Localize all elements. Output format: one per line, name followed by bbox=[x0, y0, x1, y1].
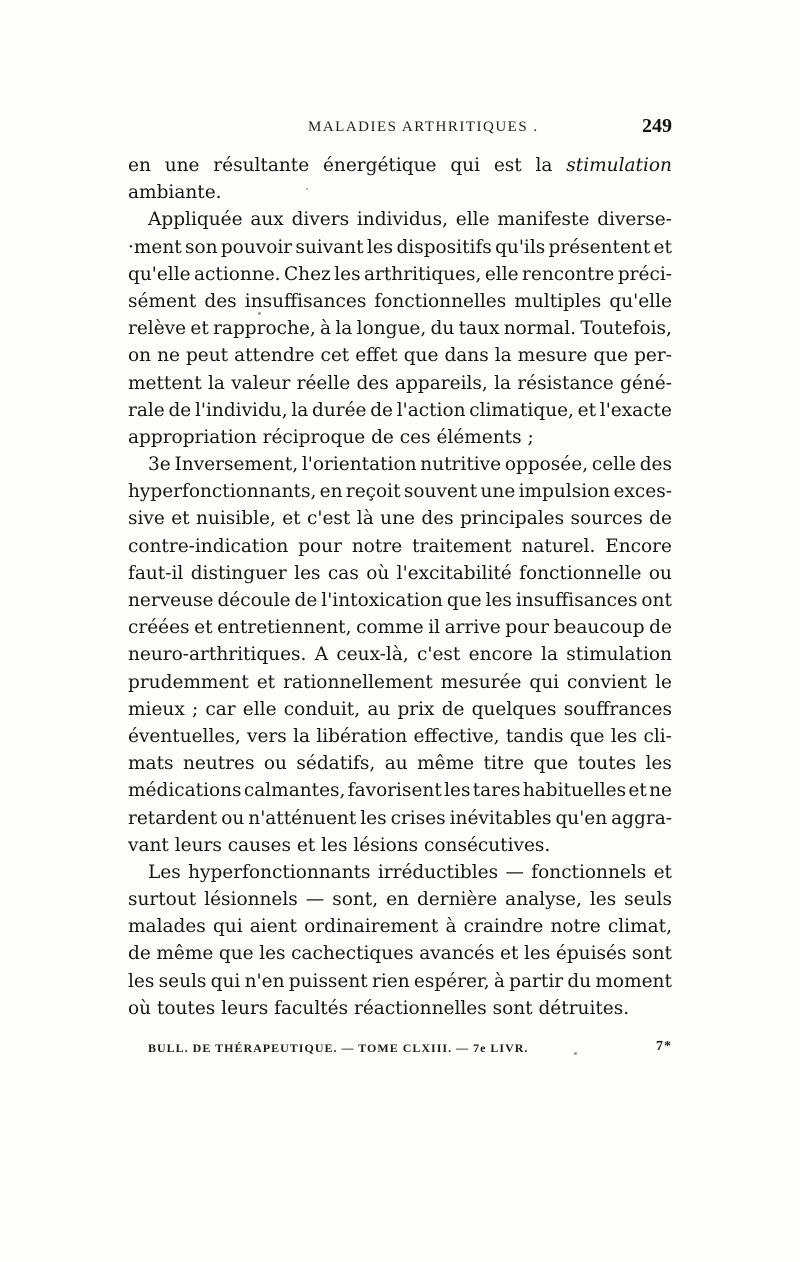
word: et bbox=[628, 780, 647, 802]
word: qu'en bbox=[555, 807, 608, 829]
word: encore bbox=[468, 644, 533, 666]
word: Appliquée bbox=[148, 209, 243, 231]
word: seuls bbox=[158, 970, 207, 992]
word: ordinairement bbox=[304, 916, 439, 938]
word: qui bbox=[450, 155, 480, 176]
word: réelle bbox=[296, 372, 351, 394]
word: éventuelles, bbox=[128, 725, 241, 747]
italic-word: stimulation bbox=[566, 155, 672, 176]
word: titre bbox=[483, 753, 525, 775]
word: aggra- bbox=[611, 807, 672, 829]
word: une bbox=[480, 481, 516, 503]
word: la bbox=[291, 399, 309, 421]
word: que bbox=[446, 590, 482, 611]
word: une bbox=[164, 155, 200, 176]
word: mesure bbox=[517, 345, 588, 367]
word: dernière bbox=[416, 889, 498, 911]
word: cli- bbox=[643, 725, 672, 747]
word: principales bbox=[460, 508, 565, 530]
word: et bbox=[171, 508, 190, 530]
word: sément bbox=[128, 290, 197, 312]
word: de bbox=[168, 399, 192, 421]
word: en bbox=[128, 155, 151, 176]
word: Chez bbox=[284, 263, 331, 285]
word: géné- bbox=[620, 372, 672, 394]
word: et bbox=[577, 399, 597, 421]
word: qu'elle bbox=[128, 263, 191, 285]
word: les bbox=[334, 263, 361, 285]
word: tares bbox=[472, 780, 521, 802]
word: relève bbox=[128, 318, 187, 340]
word: analyse, bbox=[505, 889, 582, 911]
word: que bbox=[569, 725, 605, 747]
word: n'en bbox=[244, 970, 285, 992]
word: de bbox=[370, 399, 393, 421]
scan-speck bbox=[574, 1052, 577, 1055]
word: irréductibles bbox=[377, 861, 499, 883]
word: cachectiques bbox=[291, 943, 414, 965]
word: en bbox=[386, 889, 409, 911]
word: qui bbox=[212, 916, 243, 938]
text-line bbox=[128, 587, 672, 614]
word: valeur bbox=[231, 372, 291, 394]
text-run: vant leurs causes et les lésions consécutives. bbox=[128, 834, 551, 856]
word: même bbox=[417, 753, 475, 775]
word: arthritiques, bbox=[364, 263, 482, 285]
word: les bbox=[366, 236, 394, 258]
text-line bbox=[128, 886, 672, 913]
word: les bbox=[128, 970, 155, 992]
word: son bbox=[185, 236, 218, 258]
word: la bbox=[207, 372, 225, 394]
text-line bbox=[128, 995, 672, 1022]
text-line bbox=[128, 777, 672, 804]
word: calmantes, bbox=[243, 780, 346, 802]
text-line bbox=[128, 560, 672, 587]
word: conduit, bbox=[283, 698, 361, 720]
word: Inversement, bbox=[174, 454, 299, 476]
word: énergétique bbox=[322, 155, 437, 176]
footer-citation: BULL. DE THÉRAPEUTIQUE. — TOME CLXIII. — 7e LIVR. bbox=[148, 1041, 529, 1055]
word: c'est bbox=[417, 644, 461, 666]
word: crises bbox=[390, 807, 446, 829]
word: la bbox=[535, 155, 553, 176]
word: qui bbox=[529, 671, 560, 693]
word: hyperfonctionnants bbox=[188, 861, 371, 883]
word: traitement bbox=[412, 535, 512, 557]
word: et bbox=[256, 671, 276, 693]
word: retardent bbox=[128, 807, 218, 829]
word: ; bbox=[191, 698, 199, 720]
word: une bbox=[380, 508, 415, 530]
word: du bbox=[567, 970, 592, 992]
text-run: appropriation réciproque de ces éléments ; bbox=[128, 426, 534, 448]
word: préci- bbox=[617, 263, 672, 285]
word: per- bbox=[634, 345, 672, 367]
word: à bbox=[320, 318, 332, 340]
page-number: 249 bbox=[642, 115, 672, 137]
word: la bbox=[494, 345, 512, 367]
scan-speck bbox=[306, 188, 308, 190]
word: avancés bbox=[419, 943, 495, 965]
word: car bbox=[205, 698, 236, 720]
word: sive bbox=[128, 508, 165, 530]
body-text bbox=[128, 152, 672, 1022]
word: toutes bbox=[577, 753, 637, 775]
word: nerveuse bbox=[128, 590, 214, 611]
word: l'individu, bbox=[194, 399, 288, 421]
word: de bbox=[649, 508, 672, 530]
word: sont bbox=[632, 943, 672, 965]
word: la bbox=[541, 644, 558, 666]
word: présentent bbox=[548, 236, 651, 258]
word: effective, bbox=[413, 725, 500, 747]
word: ·ment bbox=[128, 236, 182, 258]
word: elle bbox=[484, 263, 519, 285]
word: ou bbox=[648, 562, 672, 584]
text-line bbox=[128, 669, 672, 696]
word: sédatifs, bbox=[296, 753, 376, 775]
text-line bbox=[128, 261, 672, 288]
word: appareils, bbox=[395, 372, 488, 394]
word: convient bbox=[567, 671, 648, 693]
word: c'est bbox=[307, 508, 351, 530]
word: les bbox=[589, 889, 617, 911]
word: — bbox=[505, 861, 524, 883]
word: l'exacte bbox=[599, 399, 672, 421]
text-run: ambiante. bbox=[128, 182, 222, 204]
word: à bbox=[445, 916, 457, 938]
running-head bbox=[128, 115, 672, 143]
word: les bbox=[645, 753, 672, 775]
text-line bbox=[128, 750, 672, 777]
text-line bbox=[128, 152, 672, 179]
word: exces- bbox=[613, 481, 672, 503]
word: est bbox=[493, 155, 522, 176]
word: hyperfonctionnants, bbox=[128, 481, 317, 503]
text-line bbox=[128, 206, 672, 233]
word: de bbox=[128, 943, 151, 965]
text-line bbox=[128, 641, 672, 668]
word: souffrances bbox=[563, 698, 672, 720]
word: dispositifs bbox=[396, 236, 492, 258]
word: que bbox=[533, 753, 569, 775]
word: quelques bbox=[471, 698, 557, 720]
word: suivant bbox=[295, 236, 364, 258]
word: les bbox=[485, 590, 512, 611]
word: normal. bbox=[503, 318, 576, 340]
text-line bbox=[128, 179, 672, 206]
word: n'atténuent bbox=[248, 807, 357, 829]
word: les bbox=[610, 725, 638, 747]
text-line bbox=[128, 859, 672, 886]
word: diverse- bbox=[597, 209, 672, 231]
word: des bbox=[204, 290, 237, 312]
word: stimulation bbox=[566, 644, 672, 666]
word: distinguer bbox=[190, 562, 287, 584]
word: à bbox=[493, 970, 505, 992]
word: que bbox=[403, 345, 439, 367]
word: au bbox=[367, 698, 391, 720]
word: au bbox=[384, 753, 408, 775]
word: que bbox=[218, 943, 254, 965]
word: taux bbox=[458, 318, 500, 340]
word: et bbox=[190, 318, 209, 340]
word: médications bbox=[128, 780, 242, 802]
word: souvent bbox=[403, 481, 478, 503]
word: naturel. bbox=[521, 535, 596, 557]
word: découle bbox=[217, 590, 291, 611]
word: dans bbox=[444, 345, 489, 367]
word: ou bbox=[221, 807, 245, 829]
text-line bbox=[128, 478, 672, 505]
word: elle bbox=[242, 698, 277, 720]
text-line bbox=[128, 968, 672, 995]
word: des bbox=[421, 508, 454, 530]
word: neutres bbox=[182, 753, 255, 775]
word: Les bbox=[148, 861, 181, 883]
word: mieux bbox=[128, 698, 185, 720]
word: durée bbox=[311, 399, 367, 421]
word: nuisible, bbox=[196, 508, 276, 530]
word: mettent bbox=[128, 372, 202, 394]
word: faut-il bbox=[128, 562, 184, 584]
word: craindre bbox=[463, 916, 544, 938]
word: créées bbox=[128, 617, 190, 639]
word: longue, bbox=[356, 318, 427, 340]
word: insuffisances bbox=[244, 290, 367, 312]
word: malades bbox=[128, 916, 206, 938]
word: rationnellement bbox=[283, 671, 433, 693]
word: cet bbox=[320, 345, 350, 367]
word: manifeste bbox=[497, 209, 590, 231]
word: Encore bbox=[605, 535, 672, 557]
word: habituelles bbox=[522, 780, 627, 802]
word: l'excitabilité bbox=[396, 562, 512, 584]
text-line bbox=[128, 723, 672, 750]
word: seuls bbox=[624, 889, 672, 911]
word: rale bbox=[128, 399, 165, 421]
word: et bbox=[500, 943, 519, 965]
word: entretiennent, bbox=[217, 617, 352, 639]
word: lésionnels bbox=[204, 889, 298, 911]
word: tandis bbox=[505, 725, 564, 747]
text-line bbox=[128, 315, 672, 342]
word: prix bbox=[397, 698, 435, 720]
word: rien bbox=[372, 970, 410, 992]
word: de bbox=[294, 590, 318, 611]
word: notre bbox=[351, 535, 403, 557]
word: résistance bbox=[517, 372, 614, 394]
word: rapproche, bbox=[213, 318, 316, 340]
word: des bbox=[356, 372, 389, 394]
word: peut bbox=[185, 345, 229, 367]
word: vers bbox=[247, 725, 287, 747]
word: on bbox=[128, 345, 152, 367]
word: cas bbox=[327, 562, 359, 584]
word: ne bbox=[649, 780, 672, 802]
word: moment bbox=[595, 970, 672, 992]
word: même bbox=[156, 943, 214, 965]
word: des bbox=[639, 454, 672, 476]
word: rencontre bbox=[522, 263, 615, 285]
word: effet bbox=[355, 345, 398, 367]
word: que bbox=[593, 345, 629, 367]
word: sources bbox=[570, 508, 643, 530]
word: favorisent bbox=[347, 780, 442, 802]
word: libération bbox=[316, 725, 408, 747]
word: les bbox=[444, 780, 471, 802]
word: climatique, bbox=[469, 399, 574, 421]
word: beaucoup bbox=[553, 617, 645, 639]
word: fonctionnels bbox=[531, 861, 647, 883]
word: notre bbox=[550, 916, 601, 938]
word: inévitables bbox=[449, 807, 552, 829]
word: où bbox=[366, 562, 390, 584]
word: pouvoir bbox=[220, 236, 293, 258]
word: ou bbox=[263, 753, 287, 775]
word: sont, bbox=[332, 889, 379, 911]
word: les bbox=[259, 943, 286, 965]
word: reçoit bbox=[345, 481, 401, 503]
word: puissent bbox=[288, 970, 368, 992]
word: épuisés bbox=[555, 943, 627, 965]
word: individus, bbox=[356, 209, 448, 231]
word: fonctionnelles bbox=[374, 290, 507, 312]
word: 3e bbox=[148, 454, 171, 476]
word: mats bbox=[128, 753, 174, 775]
text-line bbox=[128, 424, 672, 451]
word: opposée, bbox=[504, 454, 589, 476]
word: la bbox=[293, 725, 311, 747]
text-line bbox=[128, 234, 672, 261]
word: et bbox=[282, 508, 301, 530]
text-line bbox=[128, 614, 672, 641]
word: Toutefois, bbox=[580, 318, 672, 340]
word: espérer, bbox=[413, 970, 490, 992]
running-title: MALADIES ARTHRITIQUES . bbox=[308, 119, 539, 135]
word: il bbox=[428, 617, 441, 639]
word: attendre bbox=[234, 345, 315, 367]
word: ont bbox=[641, 590, 672, 611]
word: l'orientation bbox=[301, 454, 417, 476]
word: aient bbox=[249, 916, 297, 938]
word: de bbox=[441, 698, 465, 720]
word: prudemment bbox=[128, 671, 249, 693]
word: multiples bbox=[514, 290, 602, 312]
word: et bbox=[194, 617, 213, 639]
text-line bbox=[128, 805, 672, 832]
word: A bbox=[314, 644, 329, 666]
word: actionne. bbox=[194, 263, 281, 285]
word: la bbox=[335, 318, 353, 340]
word: la bbox=[494, 372, 512, 394]
text-line bbox=[128, 370, 672, 397]
word: en bbox=[319, 481, 343, 503]
word: là bbox=[356, 508, 374, 530]
word: qu'ils bbox=[495, 236, 546, 258]
word: contre-indication bbox=[128, 535, 289, 557]
text-line bbox=[128, 342, 672, 369]
word: fonctionnelle bbox=[519, 562, 642, 584]
word: — bbox=[305, 889, 325, 911]
word: nutritive bbox=[420, 454, 502, 476]
word: les bbox=[523, 943, 551, 965]
word: qui bbox=[210, 970, 241, 992]
word: celle bbox=[591, 454, 636, 476]
scan-speck bbox=[258, 312, 261, 315]
word: divers bbox=[291, 209, 350, 231]
word: ne bbox=[157, 345, 180, 367]
text-line bbox=[128, 832, 672, 859]
word: ceux-là, bbox=[336, 644, 409, 666]
word: comme bbox=[356, 617, 424, 639]
word: mesurée bbox=[440, 671, 522, 693]
word: l'action bbox=[396, 399, 466, 421]
word: et bbox=[653, 236, 672, 258]
word: neuro-arthritiques. bbox=[128, 644, 307, 666]
word: pour bbox=[505, 617, 549, 639]
signature-mark: 7* bbox=[656, 1039, 672, 1054]
word: les bbox=[294, 562, 321, 584]
word: arrive bbox=[444, 617, 501, 639]
footer bbox=[148, 1041, 672, 1063]
text-line bbox=[128, 940, 672, 967]
word: de bbox=[649, 617, 672, 639]
text-line bbox=[128, 913, 672, 940]
text-line bbox=[128, 397, 672, 424]
text-line bbox=[128, 451, 672, 478]
text-line bbox=[128, 696, 672, 723]
word: le bbox=[655, 671, 672, 693]
word: du bbox=[430, 318, 455, 340]
word: pour bbox=[298, 535, 342, 557]
text-line bbox=[128, 505, 672, 532]
word: l'intoxication bbox=[321, 590, 443, 611]
word: résultante bbox=[213, 155, 310, 176]
word: qu'elle bbox=[609, 290, 672, 312]
word: impulsion bbox=[518, 481, 611, 503]
text-run: où toutes leurs facultés réactionnelles sont détruites. bbox=[128, 997, 630, 1019]
word: insuffisances bbox=[515, 590, 638, 611]
word: surtout bbox=[128, 889, 197, 911]
word: elle bbox=[455, 209, 490, 231]
text-line bbox=[128, 288, 672, 315]
word: aux bbox=[250, 209, 284, 231]
text-line bbox=[128, 533, 672, 560]
word: les bbox=[360, 807, 387, 829]
word: climat, bbox=[607, 916, 672, 938]
word: et bbox=[653, 861, 672, 883]
word: partir bbox=[509, 970, 564, 992]
